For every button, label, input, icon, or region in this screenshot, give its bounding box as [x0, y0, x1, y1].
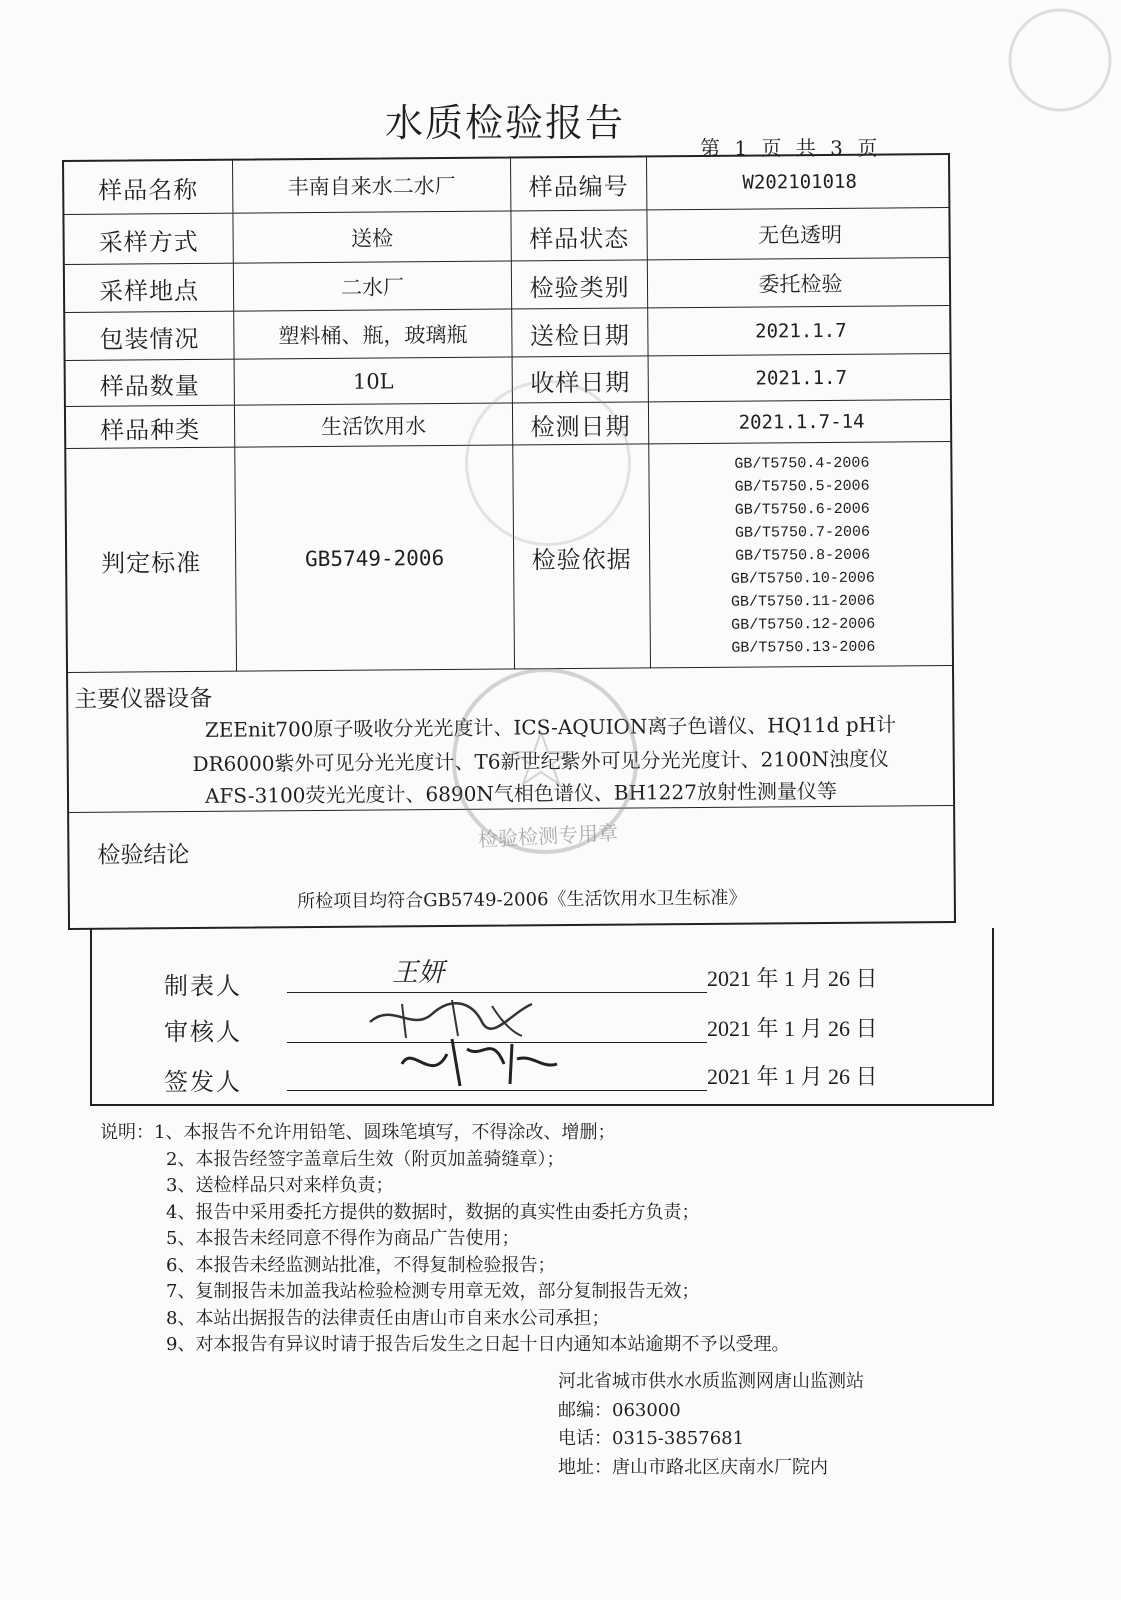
basis-item: GB/T5750.12-2006 [731, 615, 876, 634]
preparer-signature: 王妍 [392, 958, 445, 988]
test-date-label: 检测日期 [512, 402, 648, 445]
sample-state-value: 无色透明 [646, 208, 952, 260]
issuer-date: 2021 年 1 月 26 日 [707, 1064, 878, 1089]
reviewer-label: 审核人 [164, 1018, 242, 1046]
basis-item: GB/T5750.4-2006 [734, 454, 870, 473]
note-item: 4、报告中采用委托方提供的数据时，数据的真实性由委托方负责； [166, 1201, 700, 1223]
sample-quantity-label: 样品数量 [99, 371, 200, 401]
seal-stamp-text: 检验检测专用章 [477, 820, 619, 852]
note-item: 2、本报告经签字盖章后生效（附页加盖骑缝章）； [166, 1148, 565, 1170]
station-name: 河北省城市供水水质监测网唐山监测站 [558, 1371, 864, 1392]
equipment-section [68, 665, 953, 813]
equipment-line: ZEEnit700原子吸收分光光度计、ICS-AQUION离子色谱仪、HQ11d pH计 [204, 712, 897, 742]
note-item: 8、本站出据报告的法律责任由唐山市自来水公司承担； [166, 1307, 610, 1329]
basis-item: GB/T5750.8-2006 [735, 546, 871, 565]
page-number: 第 1 页 共 3 页 [700, 136, 878, 160]
basis-item: GB/T5750.7-2006 [734, 523, 871, 542]
basis-item: GB/T5750.10-2006 [730, 569, 875, 588]
basis-item: GB/T5750.6-2006 [734, 500, 870, 519]
test-basis-label: 检验依据 [512, 444, 650, 669]
conclusion-label: 检验结论 [97, 842, 190, 869]
sample-quantity-value: 10L [234, 357, 512, 405]
table-row [65, 305, 949, 361]
judgement-standard-label: 判定标准 [101, 548, 202, 578]
note-item: 5、本报告未经同意不得作为商品广告使用； [166, 1228, 520, 1249]
table-row [66, 353, 950, 407]
preparer-label: 制表人 [164, 972, 242, 1000]
receive-date-label: 收样日期 [512, 356, 648, 403]
packaging-value: 塑料桶、瓶，玻璃瓶 [233, 309, 511, 359]
basis-item: GB/T5750.5-2006 [734, 477, 870, 496]
reviewer-date: 2021 年 1 月 26 日 [707, 1016, 878, 1041]
note-item: 说明：1、本报告不允许用铅笔、圆珠笔填写，不得涂改、增删； [100, 1122, 616, 1143]
corner-seal-mark [990, 0, 1121, 140]
basis-item: GB/T5750.11-2006 [730, 592, 876, 611]
sampling-site-label: 采样地点 [98, 276, 200, 306]
issuer-label: 签发人 [164, 1068, 242, 1096]
sampling-site-value: 二水厂 [233, 261, 511, 311]
issuer-signature [392, 1024, 572, 1094]
submit-date-value: 2021.1.7 [647, 306, 953, 356]
basis-item: GB/T5750.13-2006 [731, 638, 876, 657]
report-table [62, 153, 956, 930]
equipment-label: 主要仪器设备 [74, 685, 213, 713]
sampling-method-label: 采样方式 [98, 227, 199, 257]
packaging-label: 包装情况 [99, 324, 200, 354]
sample-id-value: W202101018 [646, 155, 952, 209]
test-type-label: 检验类别 [511, 260, 647, 309]
note-item: 7、复制报告未加盖我站检验检测专用章无效，部分复制报告无效； [166, 1281, 700, 1302]
conclusion-text: 所检项目均符合GB5749-2006《生活饮用水卫生标准》 [297, 887, 747, 913]
equipment-line: DR6000紫外可见分光光度计、T6新世纪紫外可见分光光度计、2100N浊度仪 [192, 746, 890, 776]
sample-category-value: 生活饮用水 [234, 403, 512, 447]
judgement-standard-value: GB5749-2006 [234, 445, 514, 671]
station-phone: 电话：0315-3857681 [558, 1428, 745, 1449]
sampling-method-value: 送检 [232, 211, 510, 263]
station-info [558, 1368, 864, 1482]
report-title: 水质检验报告 [384, 101, 625, 145]
note-item: 3、送检样品只对来样负责； [166, 1175, 394, 1196]
station-address: 地址：唐山市路北区庆南水厂院内 [558, 1456, 828, 1478]
test-date-value: 2021.1.7-14 [648, 400, 954, 444]
preparer-date: 2021 年 1 月 26 日 [707, 966, 878, 991]
sample-name-value: 丰南自来水二水厂 [232, 158, 510, 212]
table-row [64, 155, 948, 214]
station-postcode: 邮编：063000 [558, 1399, 681, 1421]
test-type-value: 委托检验 [647, 258, 953, 308]
submit-date-label: 送检日期 [511, 308, 647, 357]
notes-section [100, 1120, 1000, 1359]
note-item: 9、对本报告有异议时请于报告后发生之日起十日内通知本站逾期不予以受理。 [166, 1334, 790, 1355]
signature-box [90, 928, 994, 1106]
signature-row [92, 1048, 992, 1098]
note-item: 6、本报告未经监测站批准，不得复制检验报告； [166, 1254, 556, 1276]
sample-id-label: 样品编号 [510, 157, 646, 210]
signature-line [287, 1090, 707, 1091]
signature-row [92, 952, 992, 1002]
sample-category-label: 样品种类 [100, 415, 201, 445]
table-row [66, 441, 952, 673]
sample-name-label: 样品名称 [98, 175, 199, 205]
equipment-line: AFS-3100荧光光度计、6890N气相色谱仪、BH1227放射性测量仪等 [204, 778, 837, 808]
test-basis-list [648, 442, 956, 668]
table-row [65, 257, 949, 313]
sample-state-label: 样品状态 [510, 210, 646, 261]
table-row [64, 207, 948, 265]
receive-date-value: 2021.1.7 [648, 354, 954, 402]
